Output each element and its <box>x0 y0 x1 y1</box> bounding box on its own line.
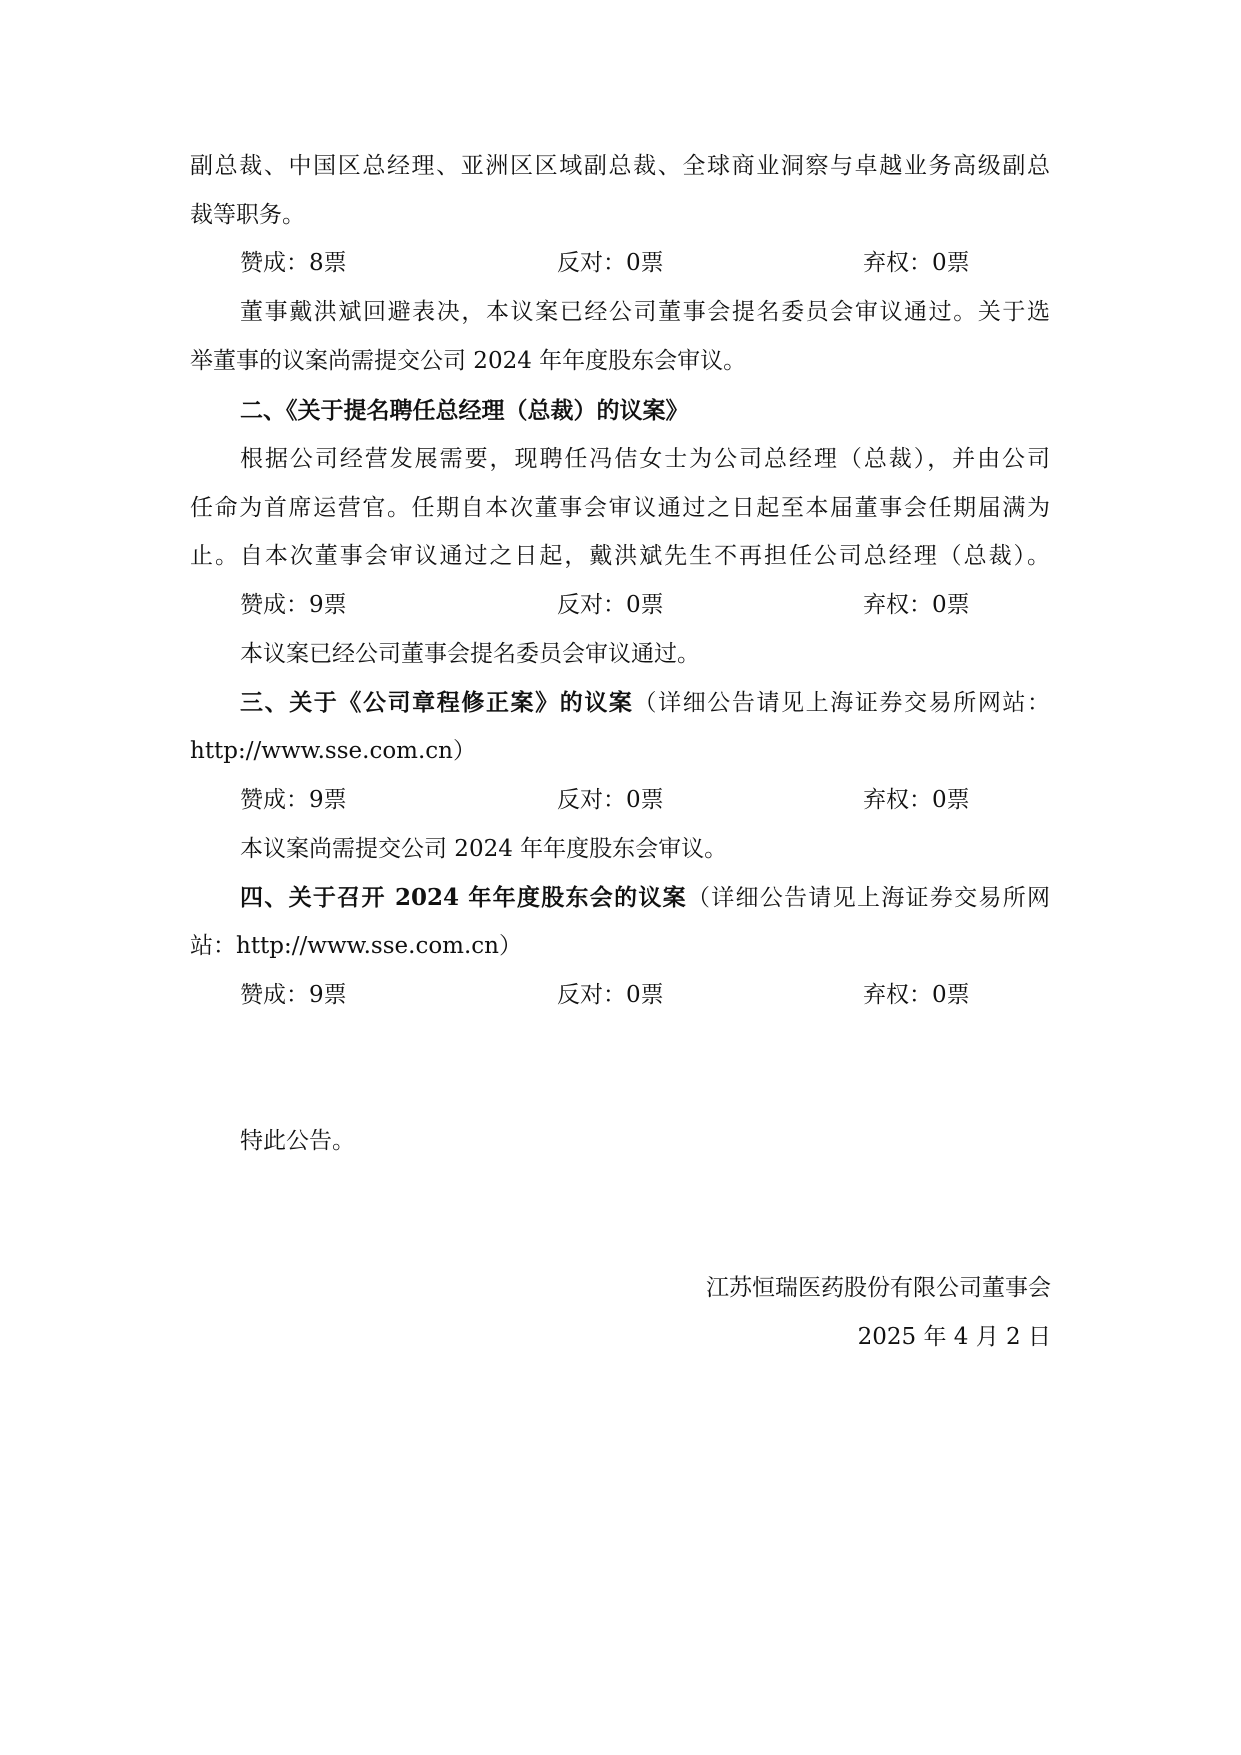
paragraph-line: 止。自本次董事会审议通过之日起，戴洪斌先生不再担任公司总经理（总裁）。 <box>190 543 1050 569</box>
vote-for: 赞成：8票 <box>240 250 347 276</box>
vote-against: 反对：0票 <box>557 592 664 618</box>
vote-row <box>240 239 1040 288</box>
signature-date: 2025 年 4 月 2 日 <box>857 1324 1051 1350</box>
vote-abstain: 弃权：0票 <box>863 250 970 276</box>
section-note: （详细公告请见上海证券交易所网 <box>686 885 1051 911</box>
section-note: （详细公告请见上海证券交易所网站： <box>633 690 1050 716</box>
section-heading <box>190 873 1050 923</box>
vote-against: 反对：0票 <box>557 982 664 1008</box>
vote-abstain: 弃权：0票 <box>863 592 970 618</box>
paragraph-line: 本议案已经公司董事会提名委员会审议通过。 <box>240 641 700 667</box>
vote-for: 赞成：9票 <box>240 982 347 1008</box>
vote-against: 反对：0票 <box>557 250 664 276</box>
vote-for: 赞成：9票 <box>240 787 347 813</box>
paragraph-line: 任命为首席运营官。任期自本次董事会审议通过之日起至本届董事会任期届满为 <box>190 495 1050 521</box>
signature-company: 江苏恒瑞医药股份有限公司董事会 <box>706 1275 1051 1301</box>
section-url: http://www.sse.com.cn） <box>190 738 476 764</box>
section-url: 站：http://www.sse.com.cn） <box>190 933 522 959</box>
paragraph-line: 裁等职务。 <box>190 202 305 228</box>
vote-row <box>240 581 1040 630</box>
section-title: 四、关于召开 2024 年年度股东会的议案 <box>240 884 687 911</box>
vote-abstain: 弃权：0票 <box>863 787 970 813</box>
vote-row <box>240 776 1040 825</box>
vote-for: 赞成：9票 <box>240 592 347 618</box>
closing-text: 特此公告。 <box>240 1128 355 1154</box>
section-title: 三、关于《公司章程修正案》的议案 <box>240 689 634 716</box>
paragraph-line: 根据公司经营发展需要，现聘任冯佶女士为公司总经理（总裁），并由公司 <box>240 446 1050 472</box>
vote-row <box>240 971 1040 1020</box>
section-heading <box>190 678 1050 728</box>
paragraph-line: 举董事的议案尚需提交公司 2024 年年度股东会审议。 <box>190 348 747 374</box>
vote-against: 反对：0票 <box>557 787 664 813</box>
vote-abstain: 弃权：0票 <box>863 982 970 1008</box>
paragraph-line: 董事戴洪斌回避表决，本议案已经公司董事会提名委员会审议通过。关于选 <box>240 299 1050 325</box>
paragraph-line: 副总裁、中国区总经理、亚洲区区域副总裁、全球商业洞察与卓越业务高级副总 <box>190 153 1050 179</box>
paragraph-line: 本议案尚需提交公司 2024 年年度股东会审议。 <box>240 836 728 862</box>
section-heading: 二、《关于提名聘任总经理（总裁）的议案》 <box>240 397 689 424</box>
